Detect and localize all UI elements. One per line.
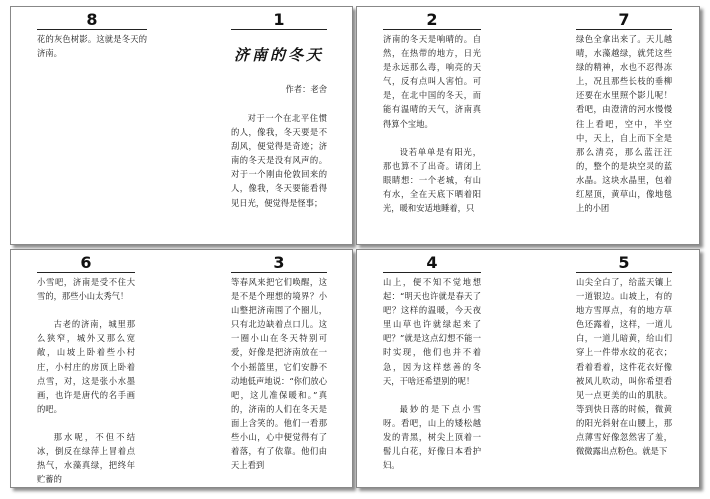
paragraph: 济南的冬天是响晴的。自然，在热带的地方，日光是永远那么毒，响亮的天气，反有点叫人害怕。可是，在北中国的冬天，而能有温晴的天气，济南真得算个宝地。 [383, 34, 481, 129]
article-author: 作者：老舍 [285, 84, 327, 94]
paragraph: 对于一个在北平住惯的人，像我，冬天要是不刮风，便觉得是奇迹；济南的冬天是没有风声的。对于一个刚由伦敦回来的人，像我，冬天要能看得见日光，便觉得是怪事； [231, 113, 327, 208]
article-title: 济南的冬天 [233, 46, 324, 64]
page-number: 2 [383, 11, 481, 30]
page-5 [576, 254, 672, 484]
paragraph: 最妙的是下点小雪呀。看吧，山上的矮松越发的青黑，树尖上顶着一髻儿白花，好像日本看护妇。 [383, 403, 481, 471]
page-number: 1 [231, 11, 327, 30]
page-text [383, 30, 481, 215]
page-text [37, 30, 147, 60]
page-text [231, 109, 327, 210]
paragraph: 古老的济南，城里那么狭窄，城外又那么宽敞，山坡上卧着些小村庄，小村庄的房顶上卧着点雪，对，这是张小水墨画，也许是唐代的名手画的吧。 [37, 319, 135, 414]
paragraph: 等春风来把它们唤醒，这是不是个理想的境界？小山整把济南围了个圈儿，只有北边缺着点口儿。这一圈小山在冬天特别可爱，好像是把济南放在一个小摇篮里，它们安静不动地低声地说：“你们放心吧，这儿准保暖和。”真的，济南的人们在冬天是面上含笑的。他们一看那些小山，心中便觉得有了着落，有了依靠。他们由天上看到 [231, 277, 327, 471]
sheet-top-right [356, 6, 700, 245]
page-number: 8 [37, 11, 147, 30]
paragraph: 花的灰色树影。这就是冬天的济南。 [37, 34, 147, 59]
page-number: 6 [37, 254, 135, 273]
paragraph: 设若单单是有阳光，那也算不了出奇。请闭上眼睛想：一个老城，有山有水，全在天底下晒着阳光，暖和安适地睡着，只 [383, 146, 481, 214]
page-4 [383, 254, 481, 484]
paragraph: 山尖全白了，给蓝天镶上一道银边。山坡上，有的地方雪厚点，有的地方草色还露着，这样，一道儿白，一道儿暗黄，给山们穿上一件带水纹的花衣；看着看着，这件花衣好像被风儿吹动，叫你希望看见一点更美的山的肌肤。等到快日落的时候，微黄的阳光斜射在山腰上，那点薄雪好像忽然害了羞，微微露出点粉色。就是下 [576, 277, 672, 457]
page-text [383, 273, 481, 472]
page-text [576, 30, 672, 215]
page-6 [37, 254, 135, 484]
page-number: 5 [576, 254, 672, 273]
sheet-bottom-left [10, 249, 353, 488]
paragraph: 绿色全拿出来了。天儿越晴，水藻越绿，就凭这些绿的精神，水也不忍得冻上，况且那些长枝的垂柳还要在水里照个影儿呢！看吧，由澄清的河水慢慢往上看吧，空中，半空中，天上，自上而下全是那么清亮，那么蓝汪汪的，整个的是块空灵的蓝水晶。这块水晶里，包着红屋顶，黄草山，像地毯上的小团 [576, 34, 672, 214]
page-8 [37, 11, 147, 241]
page-number: 4 [383, 254, 481, 273]
sheet-bottom-right [356, 249, 700, 488]
page-text [231, 273, 327, 472]
page-7 [576, 11, 672, 241]
page-number: 3 [231, 254, 327, 273]
paragraph: 那水呢，不但不结冰，倒反在绿萍上冒着点热气，水藻真绿，把终年贮蓄的 [37, 432, 135, 484]
page-text [37, 273, 135, 484]
sheet-top-left [10, 6, 353, 245]
page-3 [231, 254, 327, 484]
page-number: 7 [576, 11, 672, 30]
page-1 [231, 11, 327, 241]
page-text [576, 273, 672, 458]
paragraph: 山上，便不知不觉地想起：“明天也许就是春天了吧？这样的温暖，今天夜里山草也许就绿起来了吧？”就是这点幻想不能一时实现，他们也并不着急，因为这样慈善的冬天，干啥还希望别的呢！ [383, 277, 481, 386]
page-2 [383, 11, 481, 241]
paragraph: 小雪吧，济南是受不住大雪的，那些小山太秀气！ [37, 277, 135, 302]
